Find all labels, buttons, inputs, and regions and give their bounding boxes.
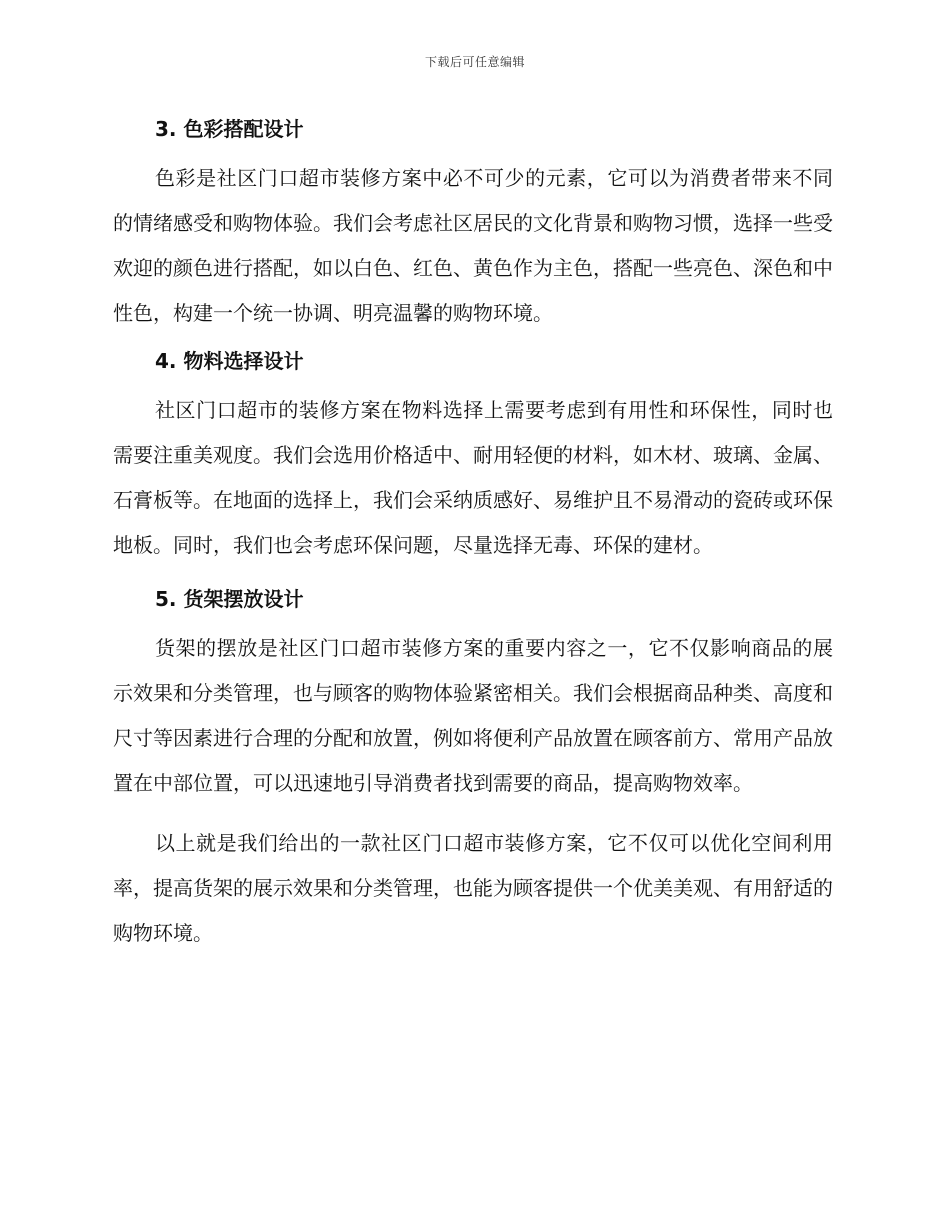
document-body — [113, 108, 833, 956]
paragraph-shelf-layout: 货架的摆放是社区门口超市装修方案的重要内容之一，它不仅影响商品的展示效果和分类管理，也与顾客的购物体验紧密相关。我们会根据商品种类、高度和尺寸等因素进行合理的分配和放置，例如将便利产品放置在顾客前方、常用产品放置在中部位置，可以迅速地引导消费者找到需要的商品，提高购物效率。 — [113, 636, 833, 795]
page-header-note: 下载后可任意编辑 — [424, 55, 525, 69]
paragraph-conclusion: 以上就是我们给出的一款社区门口超市装修方案，它不仅可以优化空间利用率，提高货架的展示效果和分类管理，也能为顾客提供一个优美美观、有用舒适的购物环境。 — [113, 831, 833, 945]
section-heading-color-scheme: 3. 色彩搭配设计 — [155, 117, 304, 141]
section-heading-material-selection: 4. 物料选择设计 — [155, 349, 304, 373]
paragraph-color-scheme: 色彩是社区门口超市装修方案中必不可少的元素，它可以为消费者带来不同的情绪感受和购物体验。我们会考虑社区居民的文化背景和购物习惯，选择一些受欢迎的颜色进行搭配，如以白色、红色、黄色作为主色，搭配一些亮色、深色和中性色，构建一个统一协调、明亮温馨的购物环境。 — [113, 166, 833, 325]
section-heading-shelf-layout: 5. 货架摆放设计 — [155, 587, 304, 611]
paragraph-material-selection: 社区门口超市的装修方案在物料选择上需要考虑到有用性和环保性，同时也需要注重美观度。我们会选用价格适中、耐用轻便的材料，如木材、玻璃、金属、石膏板等。在地面的选择上，我们会采纳质感好、易维护且不易滑动的瓷砖或环保地板。同时，我们也会考虑环保问题，尽量选择无毒、环保的建材。 — [113, 398, 833, 557]
